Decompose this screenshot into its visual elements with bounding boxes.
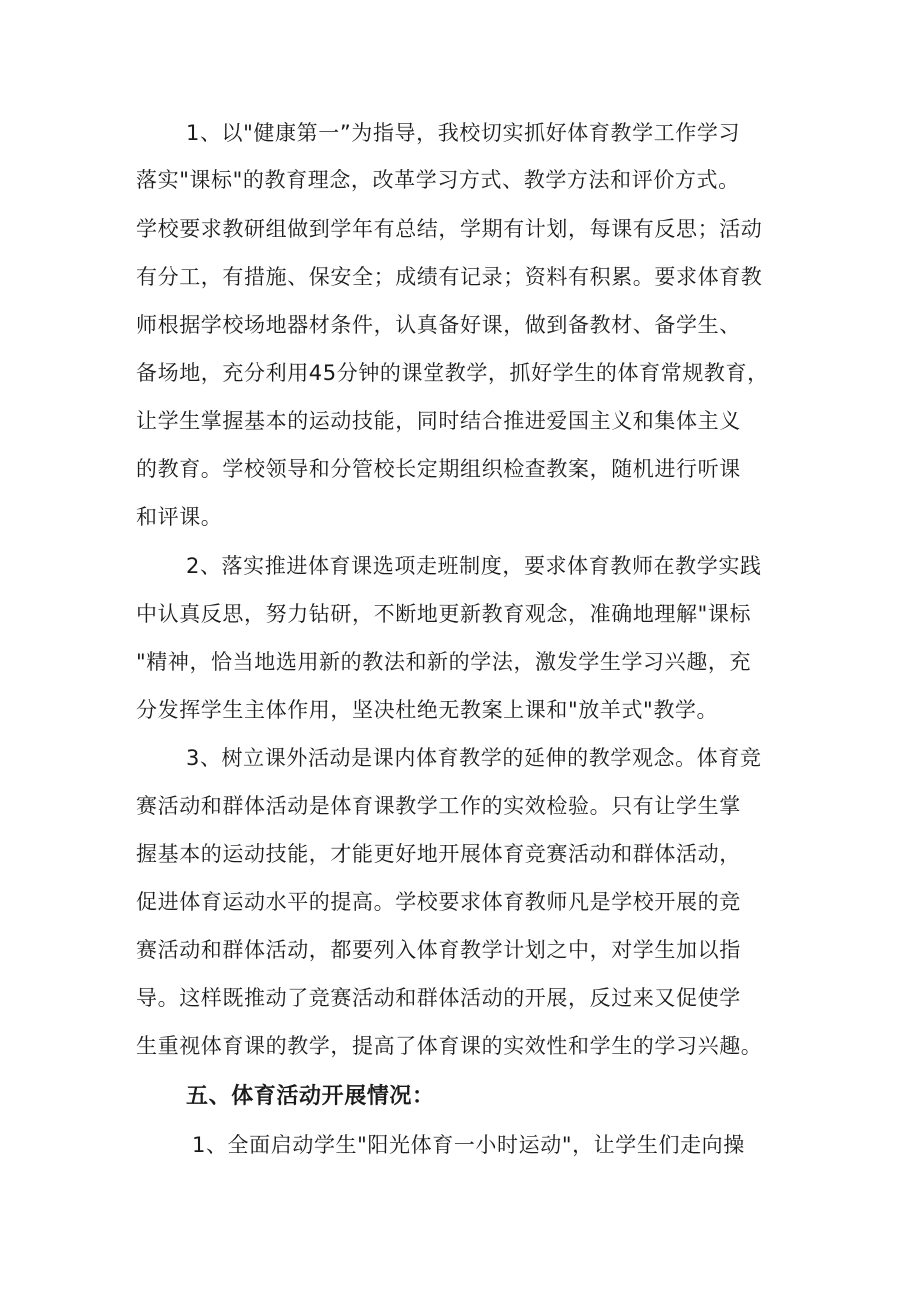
paragraph-1-line-9: 和评课。 — [136, 505, 223, 529]
paragraph-1-line-8: 的教育。学校领导和分管校长定期组织检查教案，随机进行听课 — [136, 457, 741, 481]
paragraph-3-line-3: 握基本的运动技能，才能更好地开展体育竞赛活动和群体活动， — [136, 842, 741, 866]
paragraph-2-line-2: 中认真反思，努力钻研，不断地更新教育观念，准确地理解"课标 — [136, 602, 752, 626]
paragraph-1-line-5: 师根据学校场地器材条件，认真备好课，做到备教材、备学生、 — [136, 313, 741, 337]
paragraph-1-line-1: 1、以"健康第一”为指导，我校切实抓好体育教学工作学习 — [186, 121, 741, 145]
paragraph-1-line-7: 让学生掌握基本的运动技能，同时结合推进爱国主义和集体主义 — [136, 409, 741, 433]
paragraph-1-line-2: 落实"课标"的教育理念，改革学习方式、教学方法和评价方式。 — [136, 168, 740, 192]
paragraph-3-line-7: 生重视体育课的教学，提高了体育课的实效性和学生的学习兴趣。 — [136, 1034, 763, 1058]
paragraph-3-line-1: 3、树立课外活动是课内体育教学的延伸的教学观念。体育竞 — [186, 746, 762, 770]
paragraph-3-line-2: 赛活动和群体活动是体育课教学工作的实效检验。只有让学生掌 — [136, 794, 741, 818]
section-heading: 五、体育活动开展情况： — [186, 1084, 435, 1109]
paragraph-1-line-4: 有分工，有措施、保安全；成绩有记录；资料有积累。要求体育教 — [136, 265, 763, 289]
paragraph-2-line-3: "精神，恰当地选用新的教法和新的学法，激发学生学习兴趣，充 — [136, 650, 752, 674]
paragraph-1-line-6: 备场地，充分利用45分钟的课堂教学，抓好学生的体育常规教育， — [136, 361, 769, 385]
paragraph-1-line-3: 学校要求教研组做到学年有总结，学期有计划，每课有反思；活动 — [136, 217, 763, 241]
paragraph-3-line-6: 导。这样既推动了竞赛活动和群体活动的开展，反过来又促使学 — [136, 986, 741, 1010]
paragraph-2-line-1: 2、落实推进体育课选项走班制度，要求体育教师在教学实践 — [186, 554, 762, 578]
paragraph-2-line-4: 分发挥学生主体作用，坚决杜绝无教案上课和"放羊式"教学。 — [136, 698, 719, 722]
paragraph-4-line-1: 1、全面启动学生"阳光体育一小时运动"，让学生们走向操 — [192, 1133, 745, 1157]
paragraph-3-line-4: 促进体育运动水平的提高。学校要求体育教师凡是学校开展的竞 — [136, 890, 741, 914]
paragraph-3-line-5: 赛活动和群体活动，都要列入体育教学计划之中，对学生加以指 — [136, 938, 741, 962]
